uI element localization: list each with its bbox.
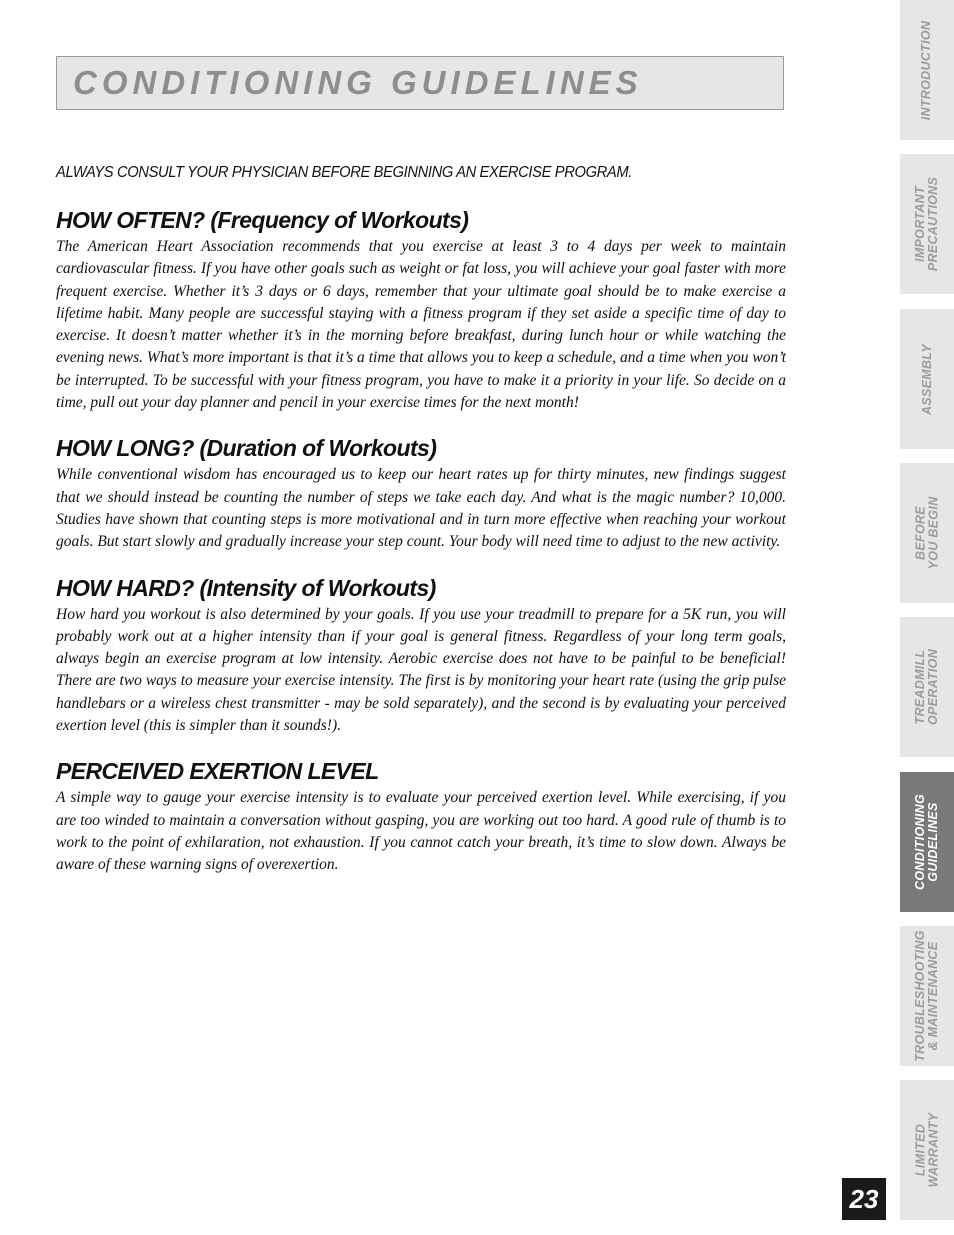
- page-title-box: [56, 56, 784, 110]
- section-heading: HOW OFTEN? (Frequency of Workouts): [56, 207, 469, 233]
- main-content: [56, 164, 786, 897]
- physician-warning: ALWAYS CONSULT YOUR PHYSICIAN BEFORE BEGINNING AN EXERCISE PROGRAM.: [56, 164, 632, 181]
- tab-label: BEFORE YOU BEGIN: [913, 496, 941, 570]
- tab-important-precautions[interactable]: [900, 154, 954, 294]
- tab-conditioning-guidelines[interactable]: [900, 772, 954, 912]
- tab-label: IMPORTANT PRECAUTIONS: [913, 176, 940, 272]
- section-body: A simple way to gauge your exercise intensity is to evaluate your perceived exertion level. While exercising, if you are too winded to maintain a conversation without gasping, you are working out too hard. A good rule of thumb is to work to the point of exhilaration, not exhaustion. If you cannot catch your breath, it’s time to slow down. Always be aware of these warning signs of overexertion.: [56, 789, 786, 874]
- tab-limited-warranty[interactable]: [900, 1080, 954, 1220]
- tab-label: ASSEMBLY: [919, 343, 934, 415]
- section-frequency: [56, 206, 786, 414]
- section-duration: [56, 434, 786, 553]
- tab-label: CONDITIONING GUIDELINES: [913, 794, 940, 890]
- tab-assembly[interactable]: [900, 309, 954, 449]
- section-perceived-exertion: [56, 757, 786, 876]
- tab-before-you-begin[interactable]: [900, 463, 954, 603]
- tab-label: TROUBLESHOOTING & MAINTENANCE: [913, 930, 940, 1062]
- page-number: 23: [842, 1178, 886, 1220]
- tab-treadmill-operation[interactable]: [900, 617, 954, 757]
- page-title: CONDITIONING GUIDELINES: [73, 64, 643, 101]
- section-heading: HOW HARD? (Intensity of Workouts): [56, 574, 436, 601]
- tab-label: TREADMILL OPERATION: [913, 648, 940, 726]
- tab-label: LIMITED WARRANTY: [913, 1112, 940, 1188]
- section-body: How hard you workout is also determined by your goals. If you use your treadmill to prepare for a 5K run, you will probably work out at a higher intensity than if your goal is general fitness. Regardless of your long term goals, always begin an exercise program at low intensity. Aerobic exercise does not have to be painful to be beneficial! There are two ways to measure your exercise intensity. The first is by monitoring your heart rate (using the grip pulse handlebars or a wireless chest transmitter - may be sold separately), and the second is by evaluating your perceived exertion level (this is simpler than it sounds!).: [56, 605, 786, 735]
- section-intensity: [56, 574, 786, 738]
- section-heading: PERCEIVED EXERTION LEVEL: [56, 758, 379, 785]
- section-heading: HOW LONG? (Duration of Workouts): [56, 435, 437, 462]
- tab-introduction[interactable]: [900, 0, 954, 140]
- section-body: While conventional wisdom has encouraged us to keep our heart rates up for thirty minutes, new findings suggest that we should instead be counting the number of steps we take each day. And what is the magic number? 10,000. Studies have shown that counting steps is more motivational and in turn more effective when reaching your workout goals. But start slowly and gradually increase your step count. Your body will need time to adjust to the new activity.: [56, 466, 786, 551]
- section-body: The American Heart Association recommends that you exercise at least 3 to 4 days per week to maintain cardiovascular fitness. If you have other goals such as weight or fat loss, you will achieve your goal faster with more frequent exercise. Whether it’s 3 days or 6 days, remember that your ultimate goal should be to make exercise a lifetime habit. Many people are successful staying with a fitness program if they set aside a specific time of day to exercise. It doesn’t matter whether it’s in the morning before breakfast, during lunch hour or while watching the evening news. What’s more important is that it’s a time that allows you to keep a schedule, and a time when you won’t be interrupted. To be successful with your fitness program, you have to make it a priority in your life. So decide on a time, pull out your day planner and pencil in your exercise times for the next month!: [56, 238, 786, 412]
- tab-label: INTRODUCTION: [919, 20, 934, 120]
- tab-troubleshooting-maintenance[interactable]: [900, 926, 954, 1066]
